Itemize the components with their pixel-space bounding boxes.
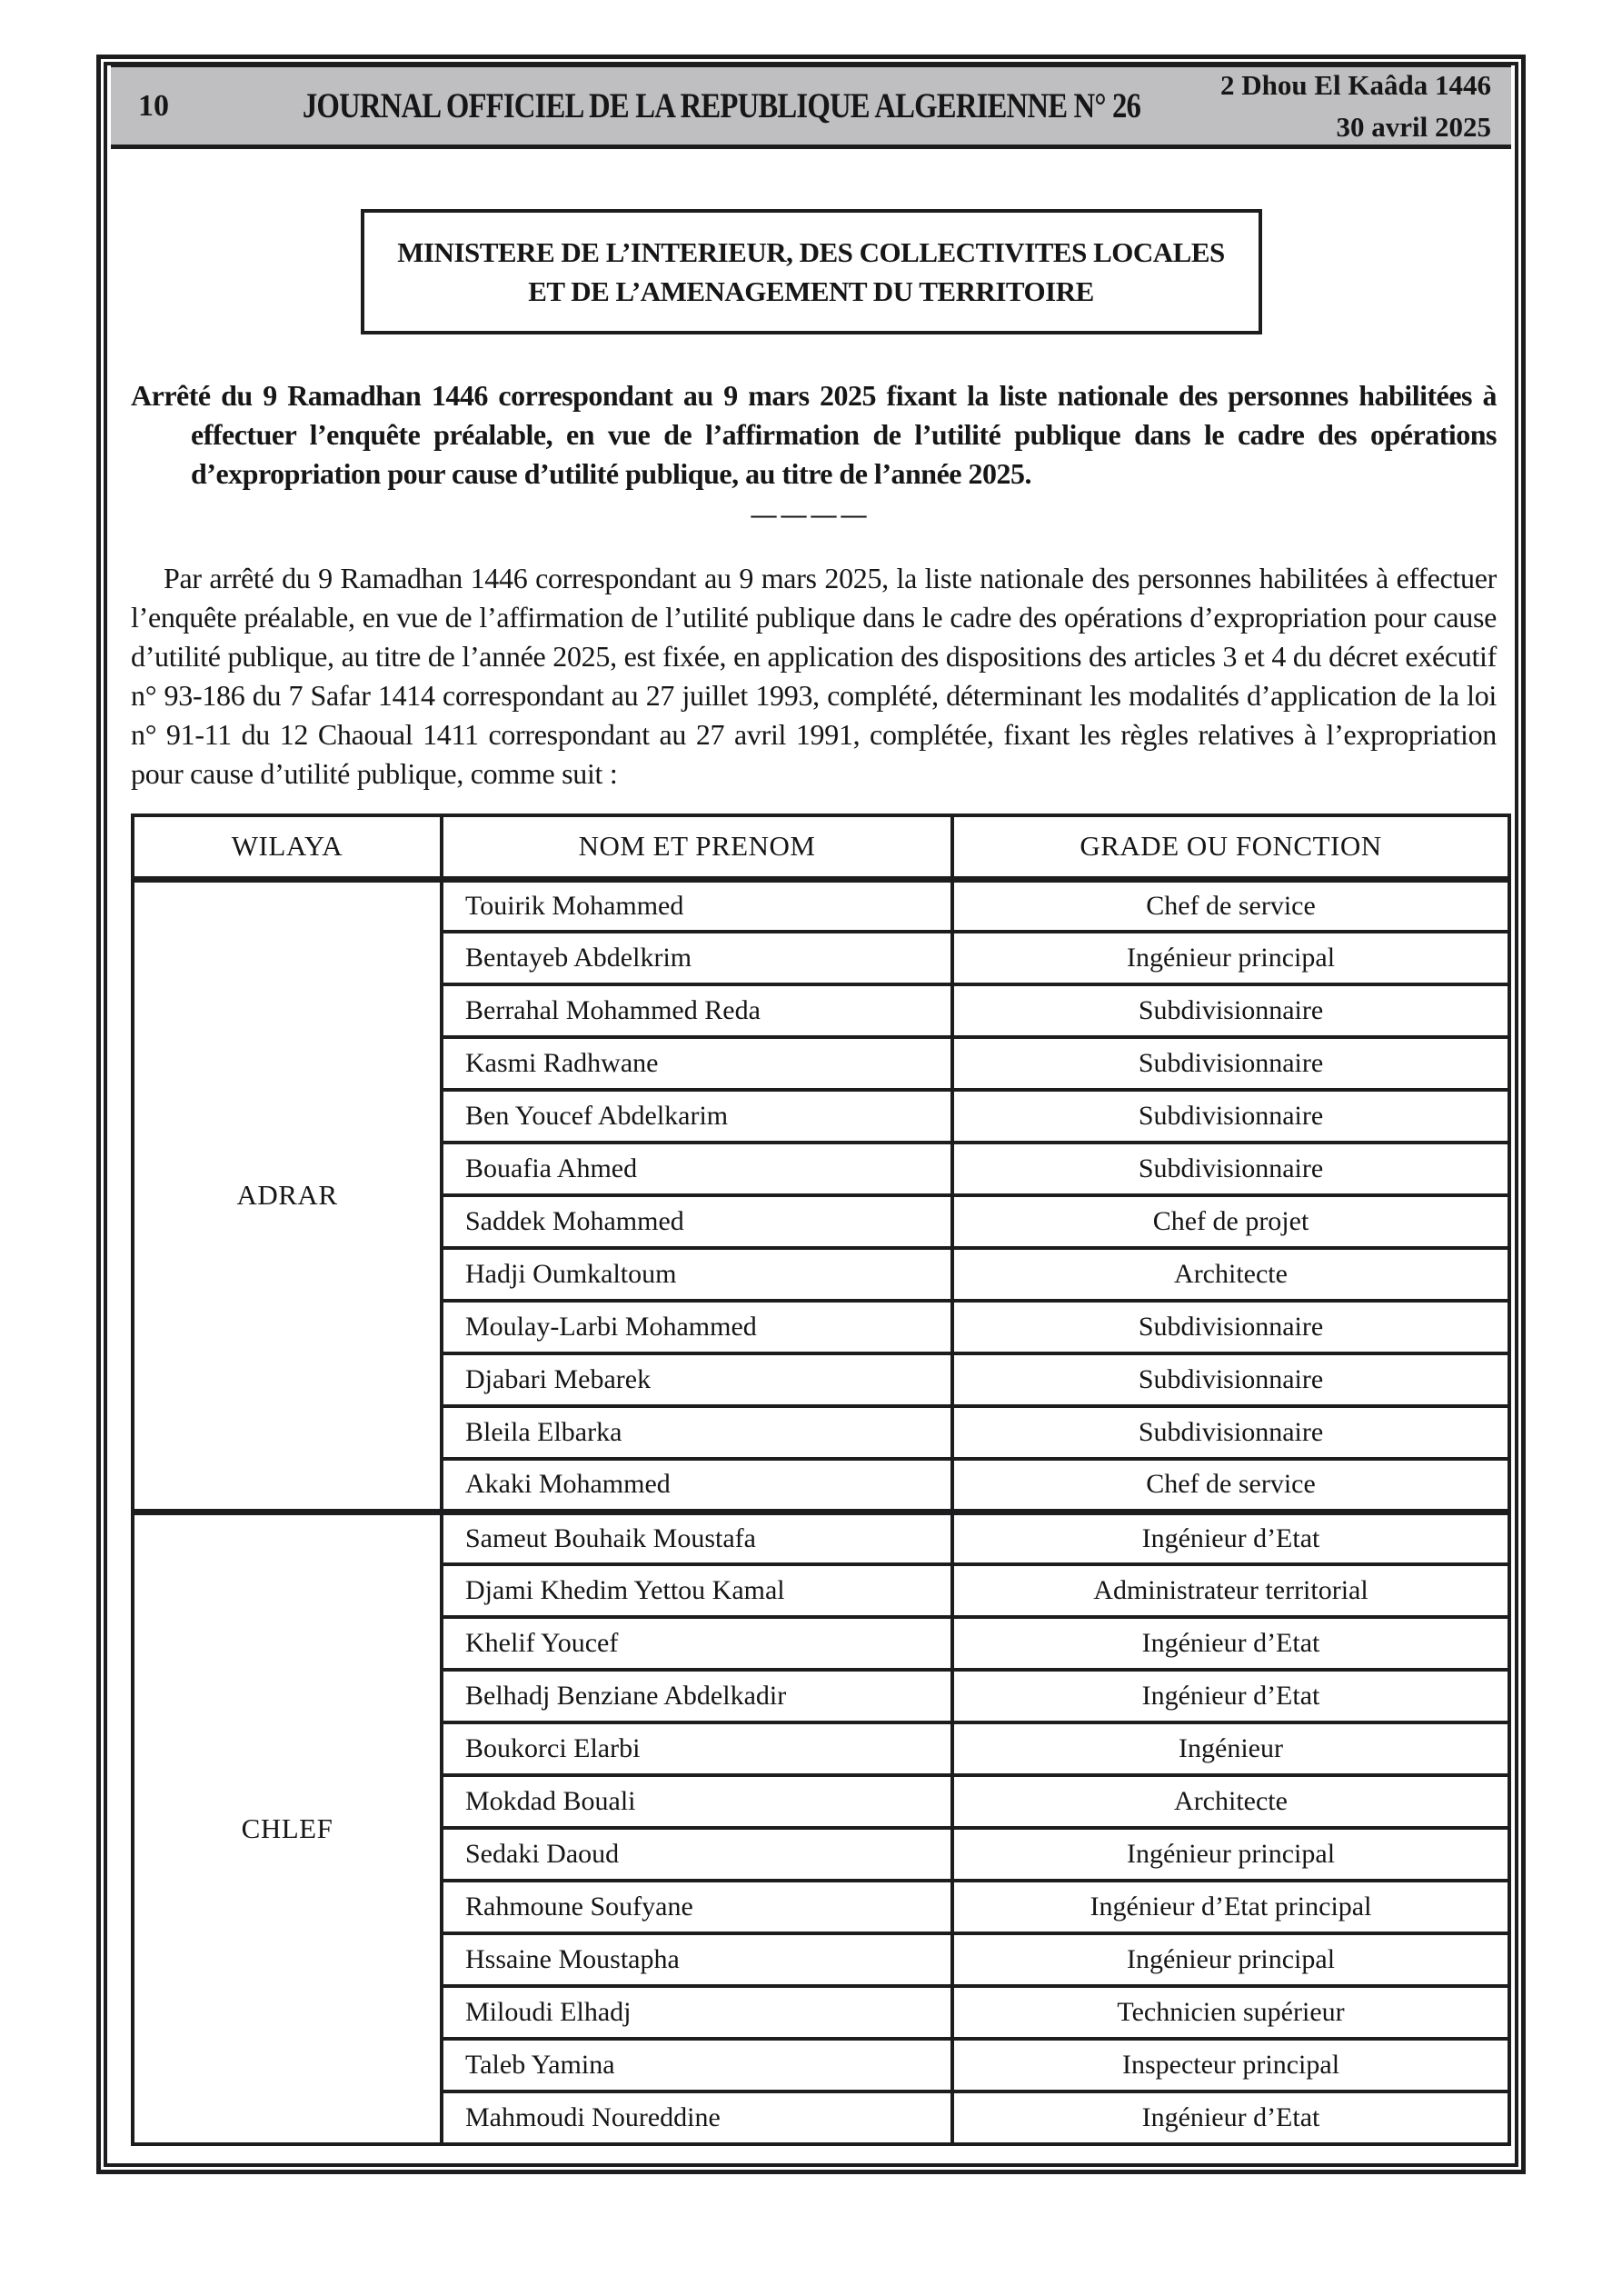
column-header-grade-ou-fonction: GRADE OU FONCTION [952, 815, 1509, 879]
name-cell: Kasmi Radhwane [442, 1037, 952, 1090]
name-cell: Bentayeb Abdelkrim [442, 932, 952, 984]
roster-table [131, 814, 1511, 2146]
wilaya-cell: CHLEF [133, 1512, 442, 2144]
grade-cell: Ingénieur principal [952, 1828, 1509, 1881]
date-gregorian: 30 avril 2025 [1336, 111, 1491, 143]
grade-cell: Architecte [952, 1775, 1509, 1828]
grade-cell: Ingénieur d’Etat [952, 1512, 1509, 1564]
grade-cell: Subdivisionnaire [952, 1406, 1509, 1459]
table-header-row [133, 815, 1509, 879]
grade-cell: Chef de service [952, 879, 1509, 932]
grade-cell: Ingénieur principal [952, 932, 1509, 984]
ministry-title-box [361, 209, 1262, 334]
column-header-nom-et-prenom: NOM ET PRENOM [442, 815, 952, 879]
grade-cell: Subdivisionnaire [952, 984, 1509, 1037]
name-cell: Ben Youcef Abdelkarim [442, 1090, 952, 1143]
grade-cell: Ingénieur d’Etat [952, 2091, 1509, 2144]
grade-cell: Subdivisionnaire [952, 1143, 1509, 1195]
section-separator-dashes: ———— [751, 501, 871, 529]
grade-cell: Chef de service [952, 1459, 1509, 1512]
name-cell: Hadji Oumkaltoum [442, 1248, 952, 1301]
grade-cell: Inspecteur principal [952, 2039, 1509, 2091]
grade-cell: Subdivisionnaire [952, 1353, 1509, 1406]
name-cell: Akaki Mohammed [442, 1459, 952, 1512]
name-cell: Touirik Mohammed [442, 879, 952, 932]
grade-cell: Technicien supérieur [952, 1986, 1509, 2039]
issue-dates [1220, 71, 1511, 141]
name-cell: Moulay-Larbi Mohammed [442, 1301, 952, 1353]
grade-cell: Ingénieur principal [952, 1933, 1509, 1986]
table-row [133, 879, 1509, 932]
decree-title: Arrêté du 9 Ramadhan 1446 correspondant au 9 mars 2025 fixant la liste nationale des personnes habilitées à effectuer l’enquête préalable, en vue de l’affirmation de l’utilité publique dans le cadre des opérations d’expropriation pour cause d’utilité publique, au titre de l’année 2025. [131, 379, 1497, 490]
name-cell: Djabari Mebarek [442, 1353, 952, 1406]
page-number: 10 [138, 88, 169, 123]
name-cell: Hssaine Moustapha [442, 1933, 952, 1986]
roster-table-body [133, 879, 1509, 2144]
name-cell: Mahmoudi Noureddine [442, 2091, 952, 2144]
column-header-wilaya: WILAYA [133, 815, 442, 879]
name-cell: Sedaki Daoud [442, 1828, 952, 1881]
name-cell: Rahmoune Soufyane [442, 1881, 952, 1933]
name-cell: Bleila Elbarka [442, 1406, 952, 1459]
table-row [133, 1512, 1509, 1564]
name-cell: Miloudi Elhadj [442, 1986, 952, 2039]
page-frame [96, 55, 1526, 2174]
name-cell: Boukorci Elarbi [442, 1722, 952, 1775]
grade-cell: Subdivisionnaire [952, 1037, 1509, 1090]
name-cell: Djami Khedim Yettou Kamal [442, 1564, 952, 1617]
page-content [107, 209, 1515, 2146]
name-cell: Belhadj Benziane Abdelkadir [442, 1670, 952, 1722]
wilaya-cell: ADRAR [133, 879, 442, 1512]
grade-cell: Subdivisionnaire [952, 1090, 1509, 1143]
decree-body-paragraph: Par arrêté du 9 Ramadhan 1446 correspondant au 9 mars 2025, la liste nationale des personnes habilitées à effectuer l’enquête préalable, en vue de l’affirmation de l’utilité publique dans le cadre des opérations d’expropriation pour cause d’utilité publique, au titre de l’année 2025, est fixée, en application des dispositions des articles 3 et 4 du décret exécutif n° 93-186 du 7 Safar 1414 correspondant au 27 juillet 1993, complété, déterminant les modalités d’application de la loi n° 91-11 du 12 Chaoual 1411 correspondant au 27 avril 1991, complétée, fixant les règles relatives à l’expropriation pour cause d’utilité publique, comme suit : [131, 562, 1497, 790]
name-cell: Khelif Youcef [442, 1617, 952, 1670]
grade-cell: Chef de projet [952, 1195, 1509, 1248]
grade-cell: Ingénieur [952, 1722, 1509, 1775]
name-cell: Berrahal Mohammed Reda [442, 984, 952, 1037]
page-inner-frame [104, 62, 1518, 2167]
journal-title: JOURNAL OFFICIEL DE LA REPUBLIQUE ALGERIENNE N° 26 [302, 86, 1141, 125]
name-cell: Saddek Mohammed [442, 1195, 952, 1248]
name-cell: Bouafia Ahmed [442, 1143, 952, 1195]
grade-cell: Administrateur territorial [952, 1564, 1509, 1617]
grade-cell: Ingénieur d’Etat [952, 1617, 1509, 1670]
masthead-band [111, 65, 1511, 149]
ministry-title-line-1: MINISTERE DE L’INTERIEUR, DES COLLECTIVITES LOCALES [397, 236, 1225, 268]
name-cell: Sameut Bouhaik Moustafa [442, 1512, 952, 1564]
name-cell: Taleb Yamina [442, 2039, 952, 2091]
ministry-title-line-2: ET DE L’AMENAGEMENT DU TERRITOIRE [528, 275, 1094, 307]
grade-cell: Architecte [952, 1248, 1509, 1301]
grade-cell: Ingénieur d’Etat [952, 1670, 1509, 1722]
name-cell: Mokdad Bouali [442, 1775, 952, 1828]
date-hijri: 2 Dhou El Kaâda 1446 [1219, 69, 1491, 101]
grade-cell: Subdivisionnaire [952, 1301, 1509, 1353]
grade-cell: Ingénieur d’Etat principal [952, 1881, 1509, 1933]
